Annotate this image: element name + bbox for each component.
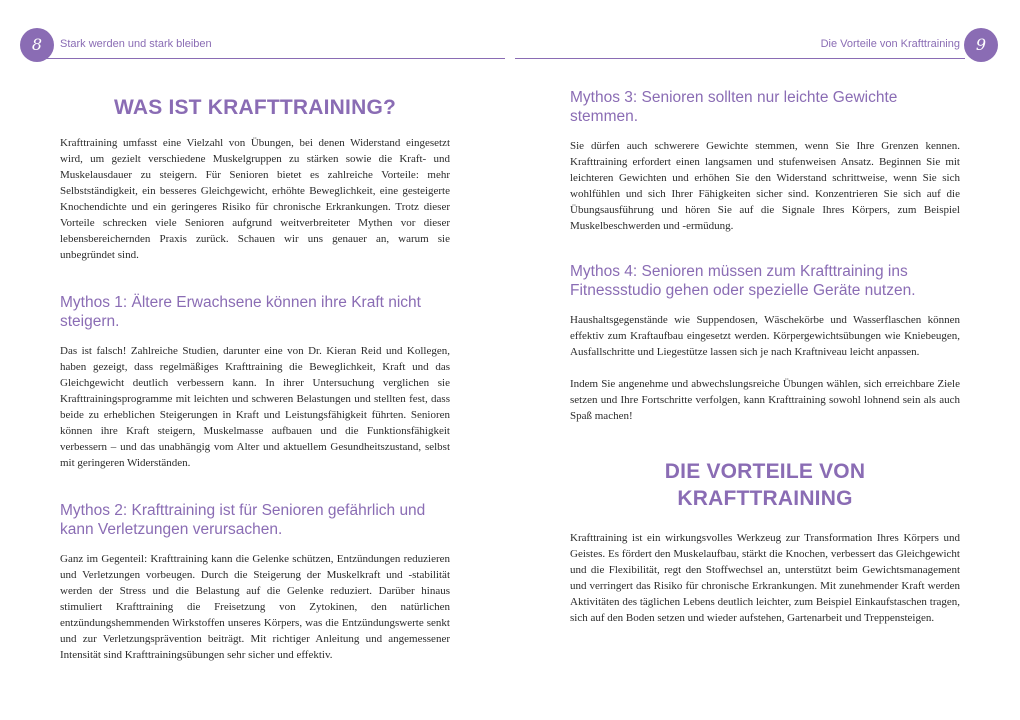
myth-2-paragraph: Ganz im Gegenteil: Krafttraining kann die Gelenke schützen, Entzündungen reduzieren und Verletzungen vorbeugen. Durch die Steigerung der Muskelkraft und -stabilität werden der Stress und die Belastung auf die Gelenke reduziert. Darüber hinaus stimuliert Krafttraining die Freisetzung von Zytokinen, den natürlichen entzündungshemmenden Wirkstoffen unseres Körpers, was die Entzündungswerte senkt und zur Verletzungsprävention beiträgt. Mit richtiger Anleitung und angemessener Intensität sind Krafttrainingsübungen sehr sicher und effektiv. (60, 553, 450, 661)
myth-3-paragraph: Sie dürfen auch schwerere Gewichte stemmen, wenn Sie Ihre Grenzen kennen. Krafttraining erfordert einen langsamen und stufenweisen Ansatz. Beginnen Sie mit leichteren Gewichten und erhöhen Sie den Widerstand schrittweise, wenn Sie sich wohlfühlen und sich Ihrer Fähigkeiten sicher sind. Konzentrieren Sie sich auf die Übungsausführung und hören Sie auf die Signale Ihres Körpers, zum Beispiel Muskelbeschwerden und -ermüdung. (570, 140, 960, 232)
myth-4-title: Mythos 4: Senioren müssen zum Krafttraining ins Fitnessstudio gehen oder spezielle Geräte nutzen. (570, 263, 916, 299)
benefits-paragraph: Krafttraining ist ein wirkungsvolles Werkzeug zur Transformation Ihres Körpers und Geistes. Es fördert den Muskelaufbau, stärkt die Knochen, verbessert das Gleichgewicht und die Flexibilität, regt den Stoffwechsel an, unterstützt beim Gewichtsmanagement und verringert das Risiko für chronische Erkrankungen. Mit zunehmender Kraft werden Aktivitäten des täglichen Lebens deutlich leichter, zum Beispiel Einkaufstaschen tragen, sich auf den Boden setzen und wieder aufstehen, Gartenarbeit und Treppensteigen. (570, 532, 960, 624)
right-page-number: 9 (964, 28, 998, 62)
right-page-column (570, 70, 960, 626)
left-header-rule (44, 58, 505, 59)
left-running-header: Stark werden und stark bleiben (60, 38, 212, 50)
page-heading-was-ist-krafttraining: WAS IST KRAFTTRAINING? (113, 96, 397, 119)
myth-1-paragraph: Das ist falsch! Zahlreiche Studien, darunter eine von Dr. Kieran Reid und Kollegen, haben gezeigt, dass regelmäßiges Krafttraining die Beweglichkeit, Kraft und das Gleichgewicht deutlich verbessern kann. In ihrer Untersuchung verglichen sie Krafttrainingsprogramme mit leichten und schweren Belastungen und stellten fest, dass beide zu erheblichen Steigerungen in Kraft und Leistungsfähigkeit führten. Senioren können ihre Kraft steigern, Muskelmasse aufbauen und die Funktionsfähigkeit verbessern – und das unabhängig vom Alter und aktuellem Gesundheitszustand, selbst mit geringeren Widerständen. (60, 345, 450, 469)
right-header-rule (515, 58, 965, 59)
page-heading-die-vorteile: DIE VORTEILE VON KRAFTTRAINING (664, 460, 866, 510)
myth-2-title: Mythos 2: Krafttraining ist für Senioren gefährlich und kann Verletzungen verursachen. (60, 502, 426, 538)
myth-4-closing-paragraph: Indem Sie angenehme und abwechslungsreiche Übungen wählen, sich erreichbare Ziele setzen und Ihre Fortschritte verfolgen, kann Krafttraining sowohl lohnend sein als auch Spaß machen! (570, 378, 960, 422)
myth-1-title: Mythos 1: Ältere Erwachsene können ihre Kraft nicht steigern. (60, 294, 421, 330)
left-page-column (60, 70, 450, 663)
left-page-number: 8 (20, 28, 54, 62)
myth-4-paragraph: Haushaltsgegenstände wie Suppendosen, Wäschekörbe und Wasserflaschen können effektiv zum Kraftaufbau eingesetzt werden. Körpergewichtsübungen wie Kniebeugen, Ausfallschritte und Liegestütze lassen sich je nach Kraftniveau leicht anpassen. (570, 314, 960, 358)
myth-3-title: Mythos 3: Senioren sollten nur leichte Gewichte stemmen. (570, 89, 898, 125)
intro-paragraph: Krafttraining umfasst eine Vielzahl von Übungen, bei denen Widerstand eingesetzt wird, um gezielt verschiedene Muskelgruppen zu stärken sowie die Kraft- und Muskelausdauer zu steigern. Für Senioren bietet es zahlreiche Vorteile: mehr Selbstständigkeit, ein besseres Gleichgewicht, erhöhte Beweglichkeit, eine gesteigerte Knochendichte und ein geringeres Risiko für chronische Erkrankungen. Trotz dieser Vorteile schrecken viele Senioren aufgrund weitverbreiteter Mythen vor dieser lebensbereichernden Praxis zurück. Schauen wir uns genauer an, warum sie unbegründet sind. (60, 137, 450, 261)
right-running-header: Die Vorteile von Krafttraining (820, 38, 960, 50)
